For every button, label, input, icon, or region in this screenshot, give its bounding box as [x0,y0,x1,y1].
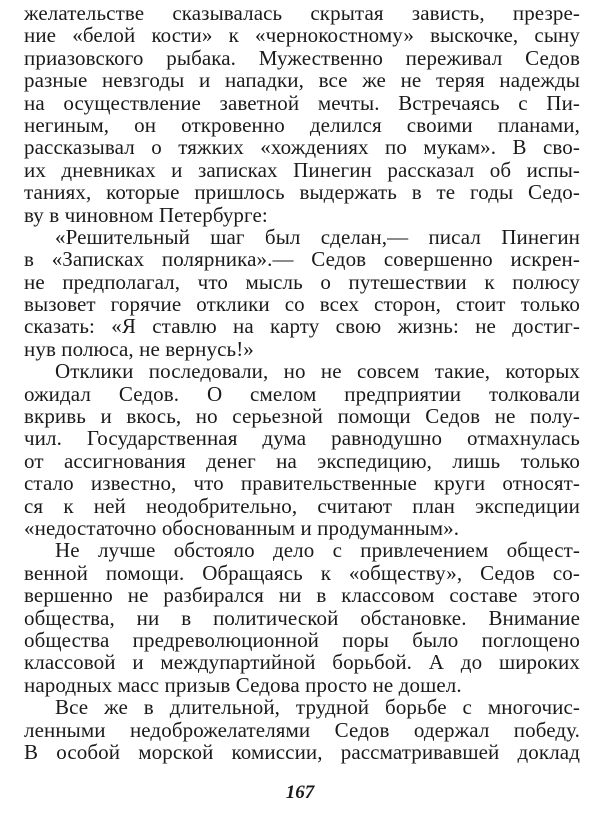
text-line: ленными недоброжелателями Седов одержал победу. [24,717,580,742]
text-line: вкривь и вкось, но серьезной помощи Седов не полу- [24,404,580,429]
page-number: 167 [285,782,315,803]
text-line: Не лучше обстояло дело с привлечением общест- [55,538,580,563]
text-line: таниях, которые пришлось выдержать в те годы Седо- [24,180,580,205]
text-line: сказать: «Я ставлю на карту свою жизнь: не достиг- [24,314,580,339]
text-line: В особой морской комиссии, рассматривавшей доклад [24,739,580,764]
text-line: ву в чиновном Петербурге: [24,202,268,227]
text-line: приазовского рыбака. Мужественно переживал Седов [24,45,580,70]
text-line: Все же в длительной, трудной борьбе с многочис- [55,695,580,720]
paragraph [24,696,580,763]
text-line: ся к ней неодобрительно, считают план экспедиции [24,493,580,518]
paragraph [24,360,580,539]
text-line: Отклики последовали, но не совсем такие, которых [55,359,580,384]
text-line: общества, ни в политической обстановке. Внимание [24,605,580,630]
paragraph [24,2,580,226]
text-line: в «Записках полярника».— Седов совершенно искрен- [24,247,580,272]
text-line: ние «белой кости» к «чернокостному» выскочке, сыну [24,23,580,48]
text-line: классовой и междупартийной борьбой. А до широких [24,650,580,675]
body-text [24,2,580,763]
text-line: на осуществление заветной мечты. Встречаясь с Пи- [24,90,580,115]
text-line: разные невзгоды и нападки, все же не теряя надежды [24,68,580,93]
text-line: от ассигнования денег на экспедицию, лишь только [24,448,580,473]
text-line: чил. Государственная дума равнодушно отмахнулась [24,426,580,451]
text-line: стало известно, что правительственные круги относят- [24,471,580,496]
text-line: желательстве сказывалась скрытая зависть, презре- [24,1,580,25]
text-line: рассказывал о тяжких «хождениях по мукам». В сво- [24,135,580,160]
text-line: «Решительный шаг был сделан,— писал Пинегин [55,224,580,249]
text-line: нув полюса, не вернусь!» [24,336,254,361]
text-line: народных масс призыв Седова просто не дошел. [24,672,462,697]
text-line: вершенно не разбирался ни в классовом составе этого [24,583,580,608]
text-line: их дневниках и записках Пинегин рассказал об испы- [24,157,580,182]
text-line: общества предреволюционной поры было поглощено [24,627,580,652]
paragraph [24,539,580,696]
text-line: негиным, он откровенно делился своими планами, [24,112,580,137]
text-line: венной помощи. Обращаясь к «обществу», Седов со- [24,560,580,585]
text-line: не предполагал, что мысль о путешествии к полюсу [24,269,580,294]
text-line: ожидал Седов. О смелом предприятии толковали [24,381,580,406]
paragraph [24,226,580,360]
text-line: вызовет горячие отклики со всех сторон, стоит только [24,292,580,317]
text-line: «недостаточно обоснованным и продуманным». [24,515,460,540]
